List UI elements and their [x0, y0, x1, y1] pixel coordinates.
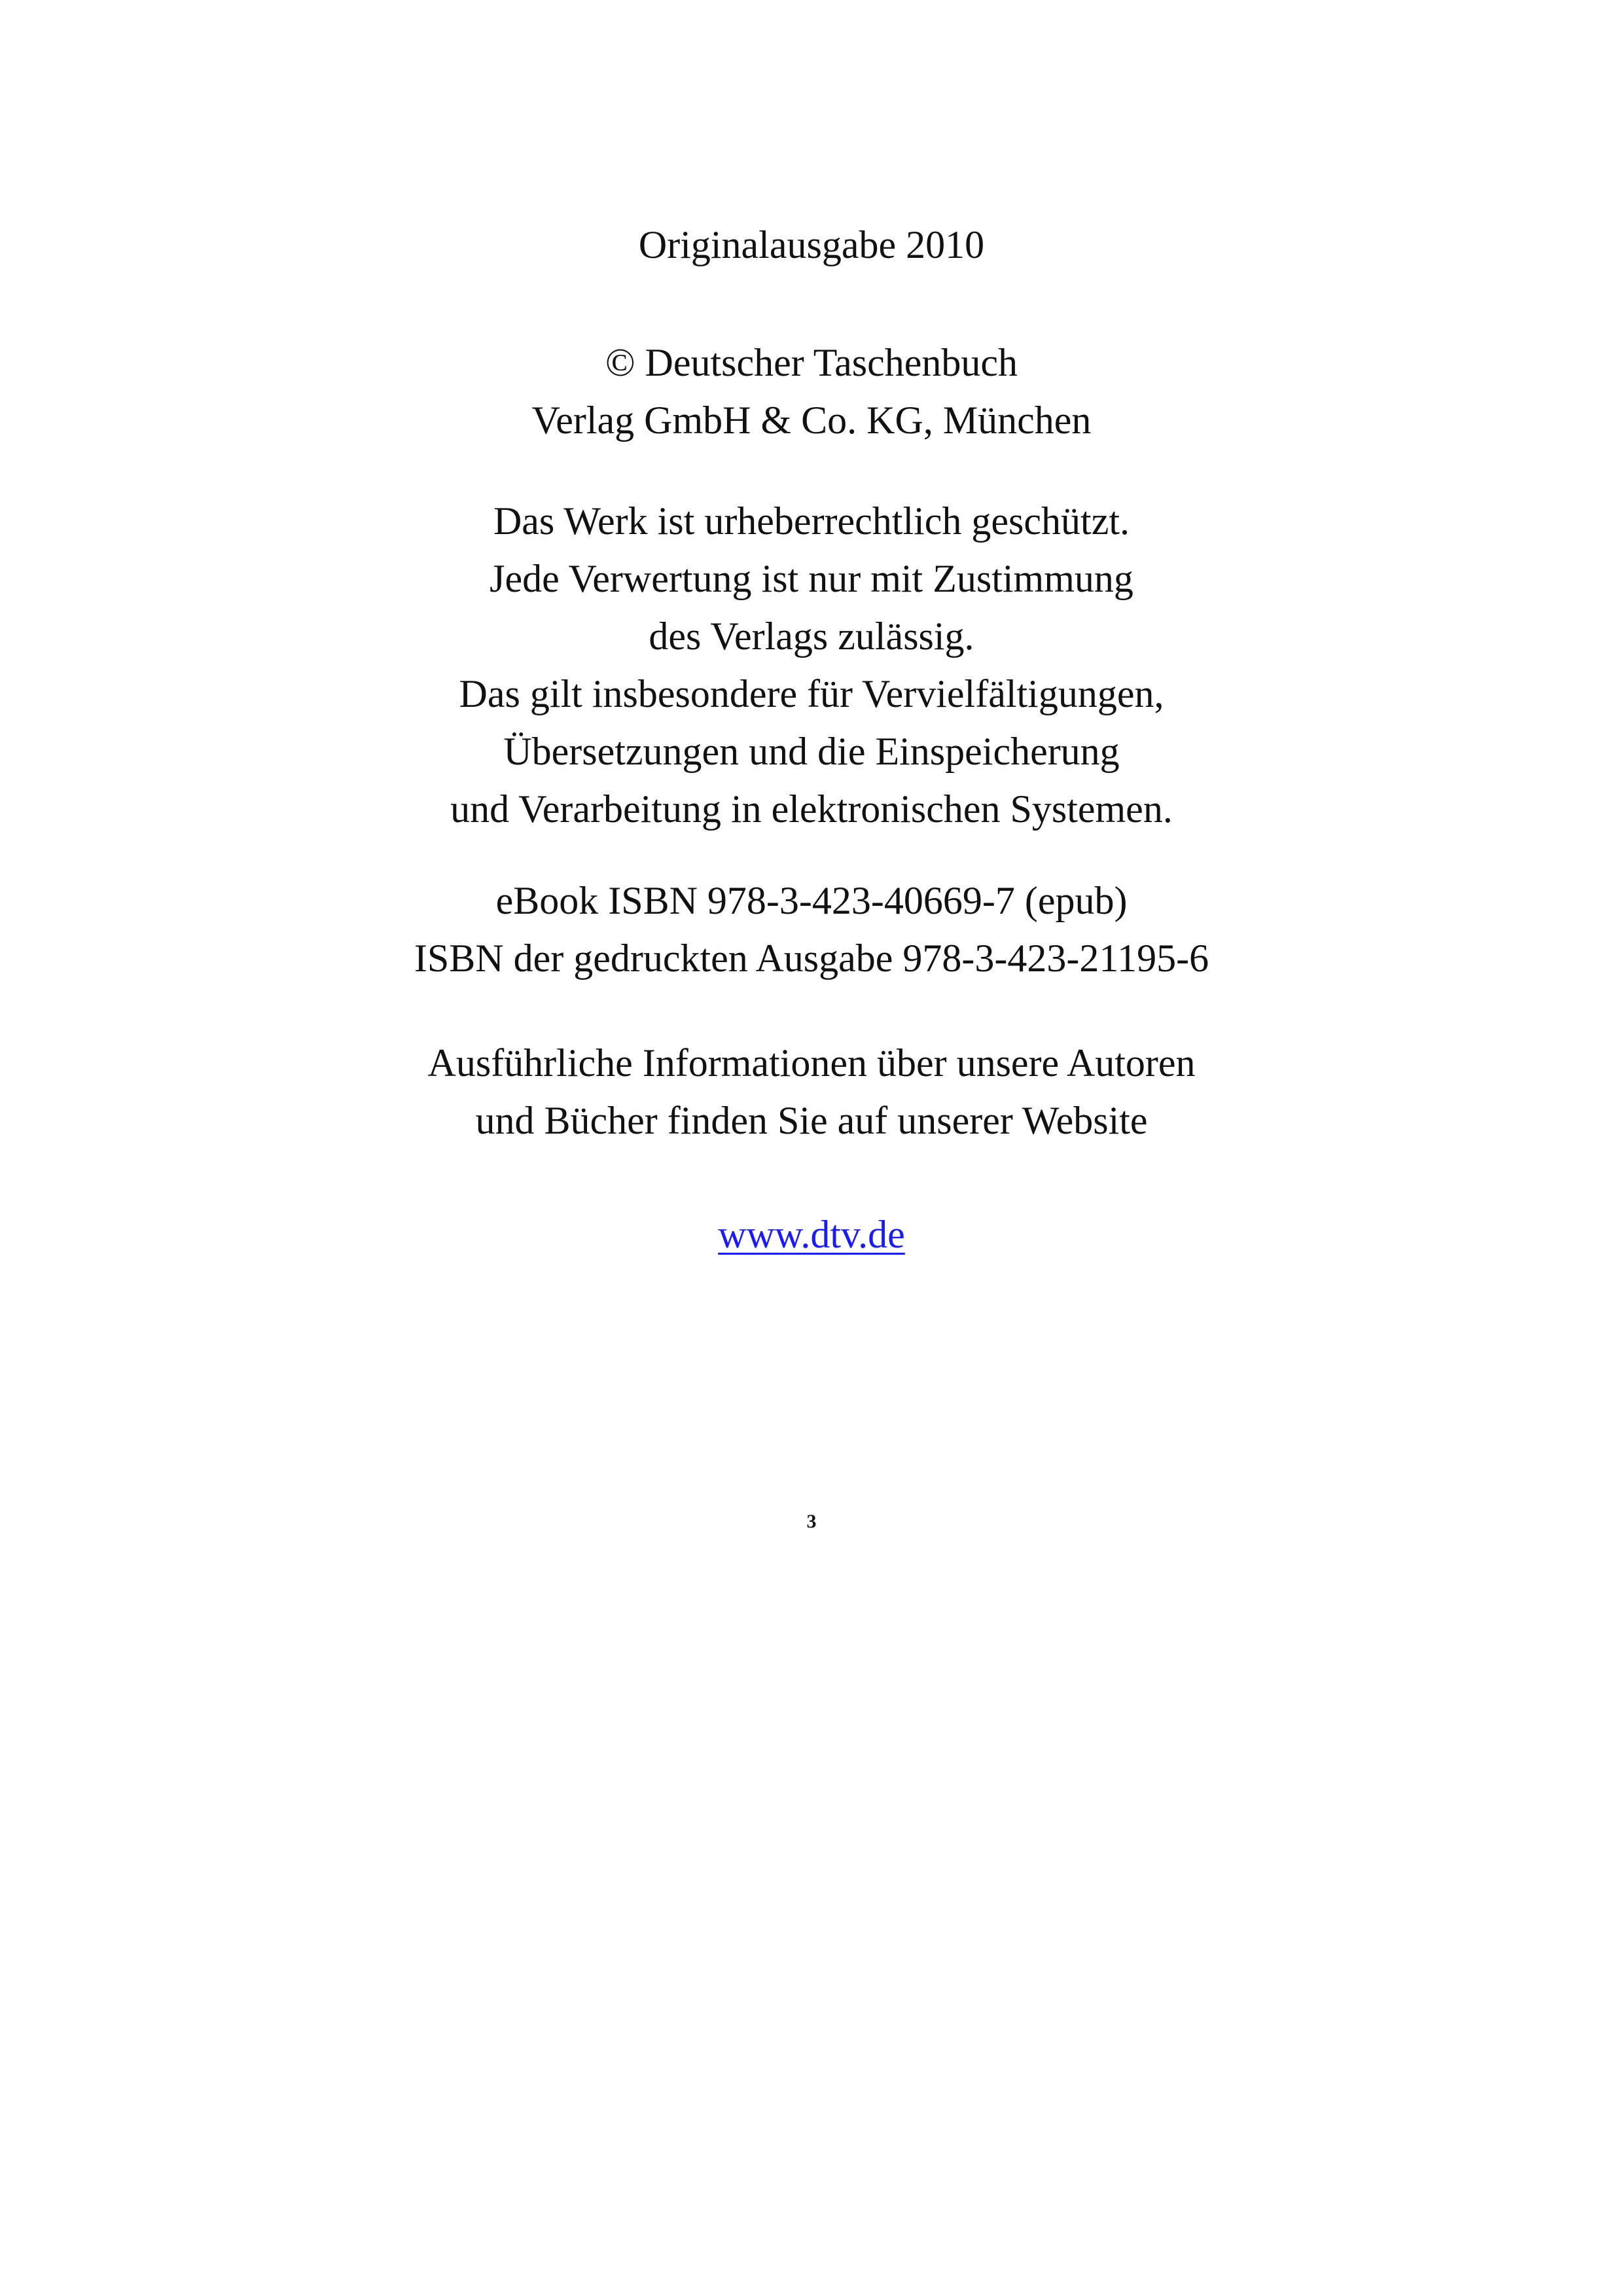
copyright-line: Verlag GmbH & Co. KG, München	[531, 399, 1092, 442]
page-number: 3	[806, 1511, 817, 1532]
rights-line: Das gilt insbesondere für Vervielfältigungen,	[459, 672, 1164, 715]
info-line: und Bücher finden Sie auf unserer Website	[475, 1099, 1148, 1142]
edition-line: Originalausgabe 2010	[638, 223, 985, 266]
copyright-notice	[0, 334, 1623, 449]
isbn-block	[0, 872, 1623, 987]
rights-notice	[0, 492, 1623, 838]
rights-line: Jede Verwertung ist nur mit Zustimmung	[490, 557, 1133, 600]
info-note	[0, 1034, 1623, 1149]
rights-line: des Verlags zulässig.	[649, 615, 974, 658]
website-link[interactable]: www.dtv.de	[718, 1213, 905, 1256]
edition-note	[0, 216, 1623, 274]
rights-line: Das Werk ist urheberrechtlich geschützt.	[493, 499, 1130, 543]
ebook-isbn: eBook ISBN 978-3-423-40669-7 (epub)	[495, 879, 1128, 922]
rights-line: Übersetzungen und die Einspeicherung	[503, 730, 1120, 773]
website-block	[0, 1206, 1623, 1263]
info-line: Ausführliche Informationen über unsere Autoren	[427, 1041, 1196, 1085]
copyright-line: © Deutscher Taschenbuch	[605, 341, 1018, 384]
rights-line: und Verarbeitung in elektronischen Systemen.	[450, 787, 1173, 831]
print-isbn: ISBN der gedruckten Ausgabe 978-3-423-21195-6	[414, 937, 1209, 980]
